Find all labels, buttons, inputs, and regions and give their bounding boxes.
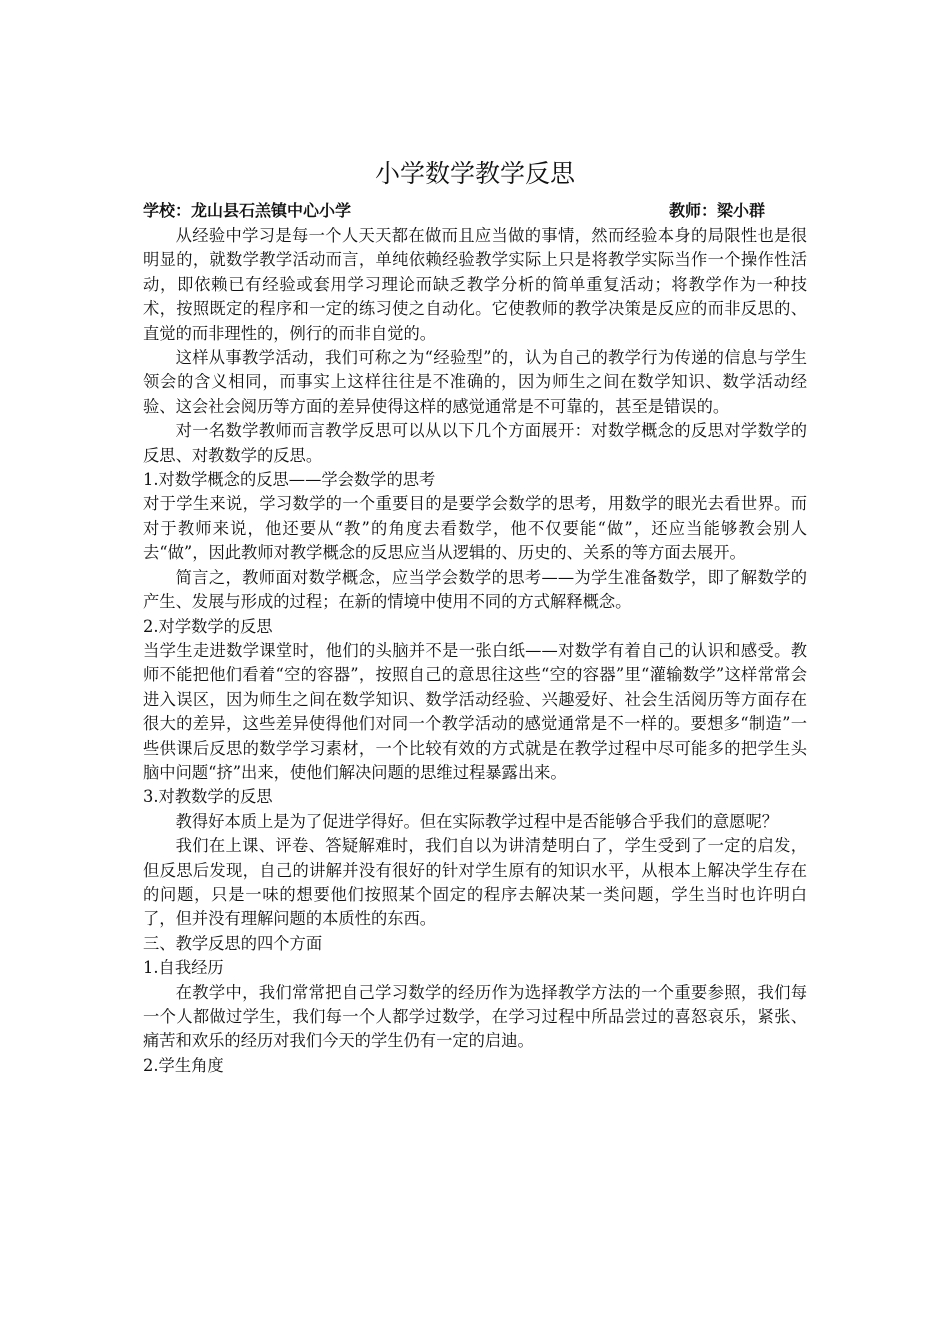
body-paragraph: 对一名数学教师而言教学反思可以从以下几个方面展开：对数学概念的反思对学数学的反思、对教数学的反思。 <box>143 421 807 465</box>
school-label: 学校：龙山县石羔镇中心小学 <box>143 201 352 220</box>
body-paragraph: 从经验中学习是每一个人天天都在做而且应当做的事情，然而经验本身的局限性也是很明显的，就数学教学活动而言，单纯依赖经验教学实际上只是将教学实际当作一个操作性活动，即依赖已有经验或套用学习理论而缺乏教学分析的简单重复活动；将教学作为一种技术，按照既定的程序和一定的练习使之自动化。它使教师的教学决策是反应的而非反思的、直觉的而非理性的，例行的而非自觉的。 <box>143 226 807 343</box>
section-line: 2.对学数学的反思 <box>143 616 273 636</box>
document-page <box>143 152 807 1078</box>
section-line: 1.自我经历 <box>143 958 224 978</box>
section-line: 三、教学反思的四个方面 <box>143 933 323 953</box>
body-paragraph: 教得好本质上是为了促进学得好。但在实际教学过程中是否能够合乎我们的意愿呢？ <box>175 811 779 831</box>
section-line: 2.学生角度 <box>143 1055 224 1075</box>
section-line: 1.对数学概念的反思——学会数学的思考 <box>143 470 436 490</box>
body-paragraph: 我们在上课、评卷、答疑解难时，我们自以为讲清楚明白了，学生受到了一定的启发，但反思后发现，自己的讲解并没有很好的针对学生原有的知识水平，从根本上解决学生存在的问题，只是一味的想要他们按照某个固定的程序去解决某一类问题，学生当时也许明白了，但并没有理解问题的本质性的东西。 <box>143 836 807 929</box>
body-paragraph: 这样从事教学活动，我们可称之为“经验型”的，认为自己的教学行为传递的信息与学生领会的含义相同，而事实上这样往往是不准确的，因为师生之间在数学知识、数学活动经验、这会社会阅历等方面的差异使得这样的感觉通常是不可靠的，甚至是错误的。 <box>143 348 807 416</box>
section-line: 当学生走进数学课堂时，他们的头脑并不是一张白纸——对数学有着自己的认识和感受。教师不能把他们看着“空的容器”，按照自己的意思往这些“空的容器”里“灌输数学”这样常常会进入误区，因为师生之间在数学知识、数学活动经验、兴趣爱好、社会生活阅历等方面存在很大的差异，这些差异使得他们对同一个教学活动的感觉通常是不一样的。要想多“制造”一些供课后反思的数学学习素材，一个比较有效的方式就是在教学过程中尽可能多的把学生头脑中问题“挤”出来，使他们解决问题的思维过程暴露出来。 <box>143 640 807 782</box>
document-body <box>143 224 807 1078</box>
teacher-label: 教师：梁小群 <box>668 201 765 220</box>
document-meta <box>143 200 807 222</box>
document-title: 小学数学教学反思 <box>374 159 575 188</box>
body-paragraph: 简言之，教师面对数学概念，应当学会数学的思考——为学生准备数学，即了解数学的产生、发展与形成的过程；在新的情境中使用不同的方式解释概念。 <box>143 567 807 612</box>
section-line: 3.对教数学的反思 <box>143 787 273 807</box>
body-paragraph: 在教学中，我们常常把自己学习数学的经历作为选择教学方法的一个重要参照，我们每一个人都做过学生，我们每一个人都学过数学，在学习过程中所品尝过的喜怒哀乐，紧张、痛苦和欢乐的经历对我们今天的学生仍有一定的启迪。 <box>143 982 807 1051</box>
section-line: 对于学生来说，学习数学的一个重要目的是要学会数学的思考，用数学的眼光去看世界。而对于教师来说，他还要从“教”的角度去看数学，他不仅要能“做”，还应当能够教会别人去“做”，因此教师对教学概念的反思应当从逻辑的、历史的、关系的等方面去展开。 <box>143 494 807 563</box>
